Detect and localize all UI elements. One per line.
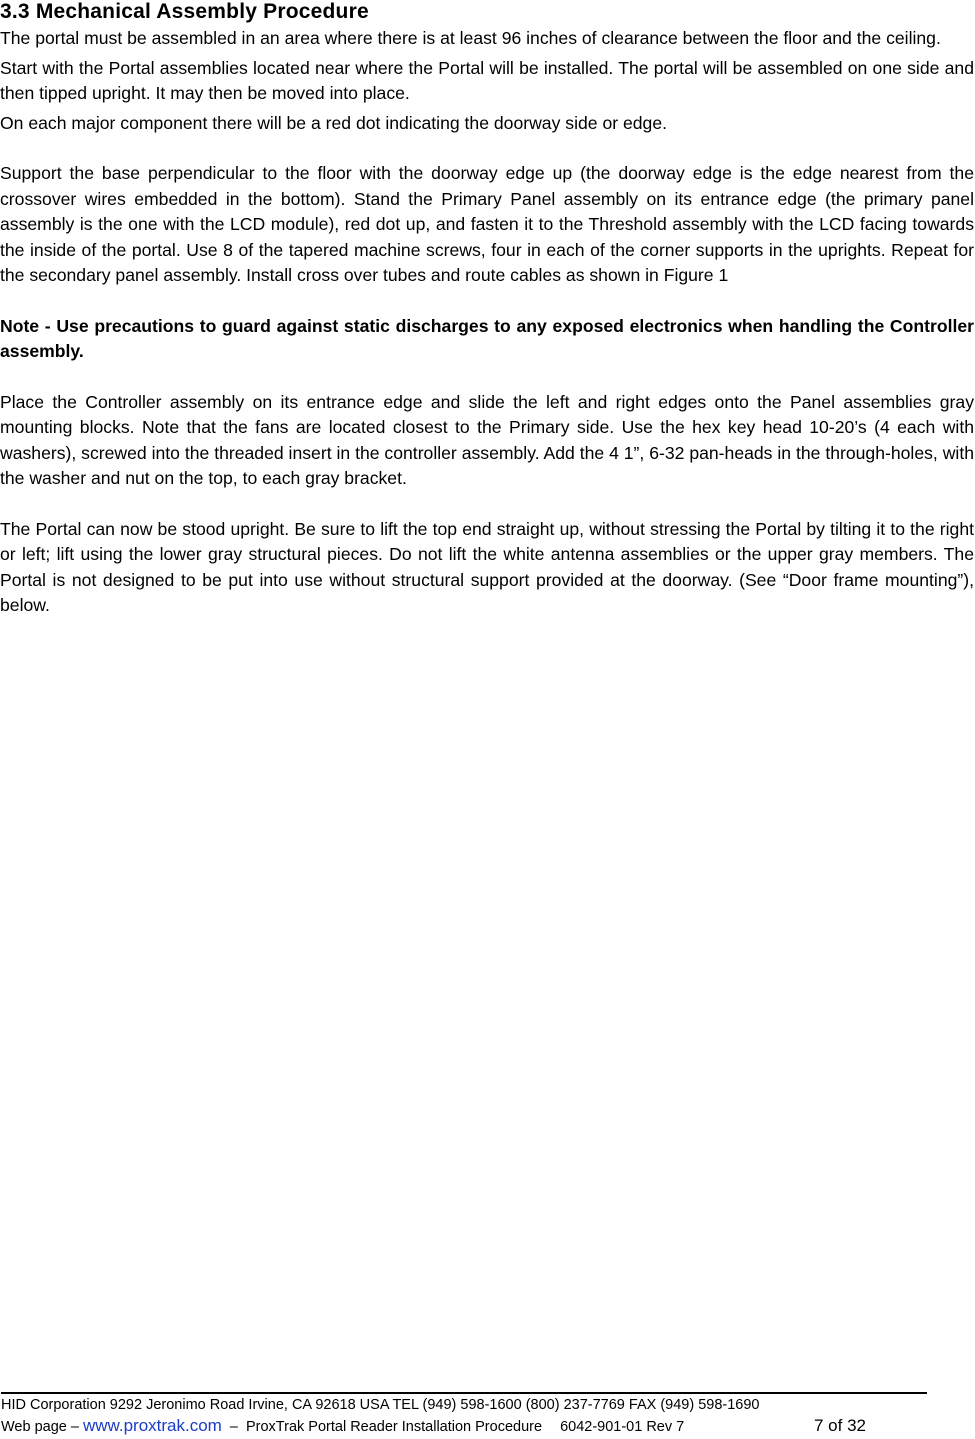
footer-separator: – — [229, 1419, 238, 1435]
section-heading: 3.3 Mechanical Assembly Procedure — [0, 0, 369, 23]
footer-doc-number: 6042-901-01 Rev 7 — [560, 1419, 685, 1435]
footer-info — [1, 1416, 684, 1437]
red-dot-paragraph: On each major component there will be a red dot indicating the doorway side or edge. — [0, 112, 667, 133]
section-body — [0, 26, 974, 619]
start-paragraph: Start with the Portal assemblies located near where the Portal will be installed. The portal will be assembled on one side and then tipped upright. It may then be moved into place. — [0, 57, 974, 103]
static-warning-note: Note - Use precautions to guard against static discharges to any exposed electronics when handling the Controller assembly. — [0, 315, 974, 361]
controller-paragraph: Place the Controller assembly on its entrance edge and slide the left and right edges onto the Panel assemblies gray mounting blocks. Note that the fans are located closest to the Primary side. Use the hex key head 10-20’s (4 each with washers), screwed into the threaded insert in the controller assembly. Add the 4 1”, 6-32 pan-heads in the through-holes, with the washer and nut on the top, to each gray bracket. — [0, 391, 974, 488]
upright-paragraph: The Portal can now be stood upright. Be sure to lift the top end straight up, without stressing the Portal by tilting it to the right or left; lift using the lower gray structural pieces. Do not lift the white antenna assemblies or the upper gray members. The Portal is not designed to be put into use without structural support provided at the doorway. (See “Door frame mounting”), below. — [0, 518, 974, 615]
footer-divider — [1, 1392, 927, 1394]
base-support-paragraph: Support the base perpendicular to the floor with the doorway edge up (the doorway edge is the edge nearest from the crossover wires embedded in the bottom). Stand the Primary Panel assembly on its entrance edge (the primary panel assembly is the one with the LCD module), red dot up, and fasten it to the Threshold assembly with the LCD facing towards the inside of the portal. Use 8 of the tapered machine screws, four in each of the corner supports in the uprights. Repeat for the secondary panel assembly. Install cross over tubes and route cables as shown in Figure 1 — [0, 163, 974, 285]
page-number: 7 of 32 — [814, 1416, 866, 1435]
footer-web-label: Web page – — [1, 1419, 79, 1435]
clearance-paragraph: The portal must be assembled in an area where there is at least 96 inches of clearance between the floor and the ceiling. — [0, 28, 941, 48]
footer-doc-title: ProxTrak Portal Reader Installation Procedure — [245, 1419, 543, 1435]
footer-address: HID Corporation 9292 Jeronimo Road Irvine, CA 92618 USA TEL (949) 598-1600 (800) 237-7769 FAX (949) 598-1690 — [1, 1397, 760, 1413]
website-link[interactable]: www.proxtrak.com — [82, 1416, 222, 1435]
